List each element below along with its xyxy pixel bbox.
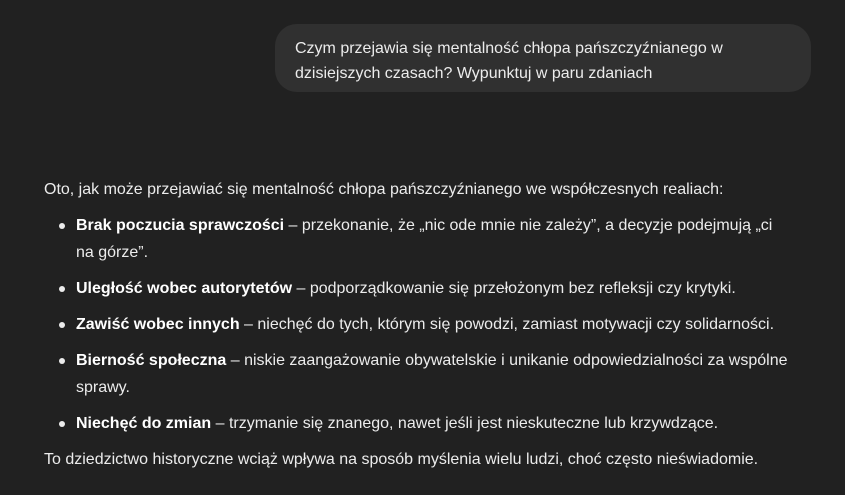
list-item-text: – trzymanie się znanego, nawet jeśli jest nieskuteczne lub krzywdzące.	[211, 415, 719, 432]
assistant-message	[44, 176, 814, 473]
list-item-title: Uległość wobec autorytetów	[76, 280, 293, 297]
bullet-list	[44, 212, 814, 437]
bullet-dot-icon	[59, 286, 65, 292]
assistant-outro: To dziedzictwo historyczne wciąż wpływa na sposób myślenia wielu ludzi, choć często nieświadomie.	[44, 451, 759, 468]
bullet-dot-icon	[59, 322, 65, 328]
list-item-text: – podporządkowanie się przełożonym bez refleksji czy krytyki.	[292, 280, 736, 297]
user-message-line-2: dzisiejszych czasach? Wypunktuj w paru zdaniach	[295, 65, 653, 82]
list-item	[44, 311, 814, 338]
user-message-line-1: Czym przejawia się mentalność chłopa pańszczyźnianego w	[295, 40, 723, 57]
list-item	[44, 212, 814, 266]
list-item-title: Bierność społeczna	[76, 352, 227, 369]
list-item-title: Zawiść wobec innych	[76, 316, 240, 333]
list-item-text: – niechęć do tych, którym się powodzi, zamiast motywacji czy solidarności.	[239, 316, 775, 333]
bullet-dot-icon	[59, 421, 65, 427]
user-message-bubble	[275, 24, 811, 92]
list-item-title: Brak poczucia sprawczości	[76, 217, 285, 234]
list-item-title: Niechęć do zmian	[76, 415, 212, 432]
bullet-dot-icon	[59, 223, 65, 229]
list-item	[44, 275, 814, 302]
list-item-text: – przekonanie, że „nic ode mnie nie zależy”, a decyzje podejmują „ci na górze”.	[76, 217, 773, 261]
bullet-dot-icon	[59, 358, 65, 364]
list-item-text: – niskie zaangażowanie obywatelskie i unikanie odpowiedzialności za wspólne sprawy.	[76, 352, 788, 396]
list-item	[44, 410, 814, 437]
assistant-intro: Oto, jak może przejawiać się mentalność chłopa pańszczyźnianego we współczesnych realiach:	[44, 181, 724, 198]
list-item	[44, 347, 814, 401]
